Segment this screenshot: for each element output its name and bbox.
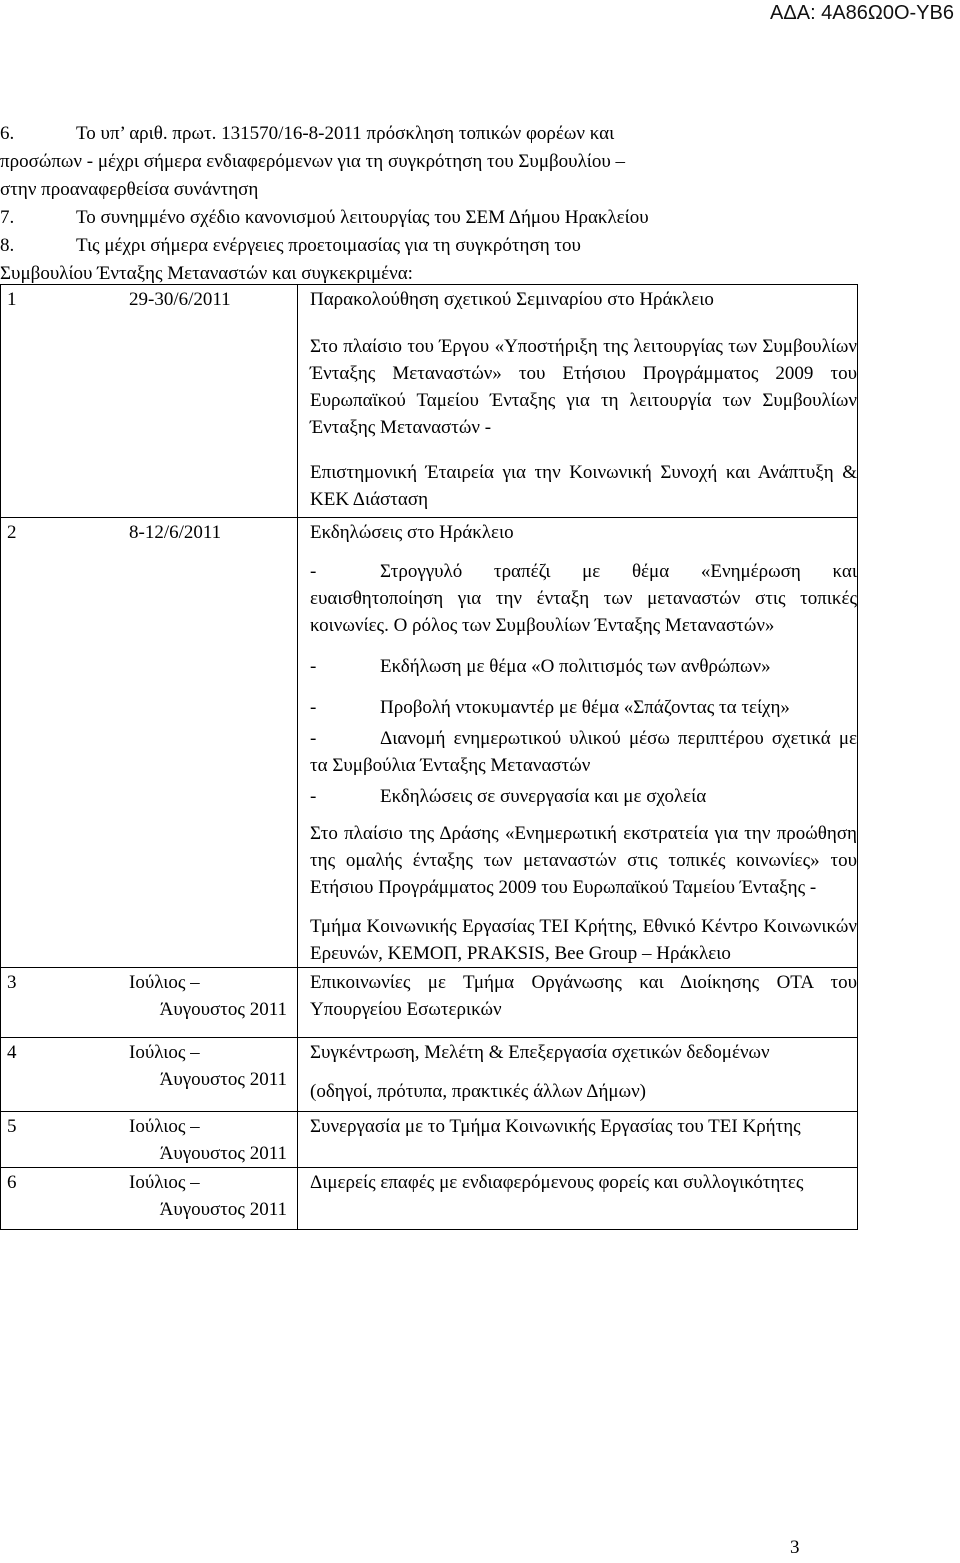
bullet-dash: - [310, 728, 317, 749]
list-item [310, 558, 857, 639]
item-number: 6. [0, 123, 15, 144]
bullet-text: Διανομή ενημερωτικού υλικού μέσω περιπτέρου σχετικά με τα Συμβούλια Ένταξης Μεταναστών [310, 728, 857, 776]
row-content-cell [298, 285, 858, 518]
bullet-text: Εκδηλώσεις σε συνεργασία και με σχολεία [380, 786, 707, 807]
row-number: 5 [7, 1116, 17, 1137]
row-number: 4 [7, 1042, 17, 1063]
item-number: 7. [0, 207, 15, 228]
row-text: Επικοινωνίες με Τμήμα Οργάνωσης και Διοίκησης ΟΤΑ του Υπουργείου Εσωτερικών [310, 972, 857, 1020]
intro-list [0, 120, 858, 288]
table-row [1, 518, 858, 968]
row-date-cell [129, 1038, 298, 1112]
row-content-cell [298, 1112, 858, 1168]
table-row [1, 968, 858, 1038]
intro-item-6-cont: στην προαναφερθείσα συνάντηση [0, 179, 259, 200]
row-date-cell [129, 285, 298, 518]
row-number: 3 [7, 972, 17, 993]
row-date-cell [129, 518, 298, 968]
row-text: Συνεργασία με το Τμήμα Κοινωνικής Εργασίας του ΤΕΙ Κρήτης [310, 1116, 801, 1137]
row-paragraph: Τμήμα Κοινωνικής Εργασίας ΤΕΙ Κρήτης, Εθνικό Κέντρο Κοινωνικών Ερευνών, ΚΕΜΟΠ, PRAKSIS, Bee Group – Ηράκλειο [310, 916, 857, 964]
bullet-text: Εκδήλωση με θέμα «Ο πολιτισμός των ανθρώπων» [380, 656, 771, 677]
item-text: Το υπ’ αριθ. πρωτ. 131570/16-8-2011 πρόσκληση τοπικών φορέων και [76, 123, 615, 144]
row-number: 1 [7, 289, 17, 310]
row-paragraph: Στο πλαίσιο της Δράσης «Ενημερωτική εκστρατεία για την προώθηση της ομαλής ένταξης των μεταναστών στις τοπικές κοινωνίες» του Ετήσιου Προγράμματος 2009 του Ευρωπαϊκού Ταμείου Ένταξης - [310, 823, 857, 898]
row-number: 2 [7, 522, 17, 543]
row-date: 8-12/6/2011 [129, 522, 222, 543]
row-date-start: Ιούλιος – [129, 1116, 200, 1137]
row-paragraph: Στο πλαίσιο του Έργου «Υποστήριξη της λειτουργίας των Συμβουλίων Ένταξης Μεταναστών» του Ετήσιου Προγράμματος 2009 του Ευρωπαϊκού Ταμείου Ένταξης για τη λειτουργία των Συμβουλίων Ένταξης Μεταναστών - [310, 336, 857, 438]
bullet-text: Προβολή ντοκυμαντέρ με θέμα «Σπάζοντας τα τείχη» [380, 697, 790, 718]
row-date-end: Άυγουστος 2011 [159, 1199, 287, 1220]
intro-item-7 [0, 204, 858, 232]
row-date-start: Ιούλιος – [129, 1172, 200, 1193]
row-text: (οδηγοί, πρότυπα, πρακτικές άλλων Δήμων) [310, 1081, 647, 1102]
row-title: Παρακολούθηση σχετικού Σεμιναρίου στο Ηράκλειο [310, 289, 714, 310]
table-row [1, 1112, 858, 1168]
item-text: Το συνημμένο σχέδιο κανονισμού λειτουργίας του ΣΕΜ Δήμου Ηρακλείου [76, 207, 649, 228]
row-text: Διμερείς επαφές με ενδιαφερόμενους φορείς και συλλογικότητες [310, 1172, 804, 1193]
ada-code: ΑΔΑ: 4Α86Ω0Ο-ΥΒ6 [770, 2, 954, 24]
list-item [310, 725, 857, 779]
row-date-cell [129, 968, 298, 1038]
page-number: 3 [790, 1537, 800, 1558]
bullet-text: Στρογγυλό τραπέζι με θέμα «Ενημέρωση και ευαισθητοποίηση για την ένταξη των μεταναστών στις τοπικές κοινωνίες. Ο ρόλος των Συμβουλίων Ένταξης Μεταναστών» [310, 561, 857, 636]
row-content-cell [298, 1038, 858, 1112]
row-date-end: Άυγουστος 2011 [159, 1143, 287, 1164]
item-text: Τις μέχρι σήμερα ενέργειες προετοιμασίας για τη συγκρότηση του [76, 235, 581, 256]
row-content-cell [298, 968, 858, 1038]
row-text: Συγκέντρωση, Μελέτη & Επεξεργασία σχετικών δεδομένων [310, 1042, 770, 1063]
row-date-end: Άυγουστος 2011 [159, 1069, 287, 1090]
bullet-dash: - [310, 697, 317, 718]
bullet-dash: - [310, 656, 317, 677]
row-date-start: Ιούλιος – [129, 1042, 200, 1063]
activities-table [0, 284, 858, 1230]
bullet-dash: - [310, 561, 317, 582]
row-number-cell [1, 1112, 130, 1168]
list-item [310, 653, 857, 680]
row-date-cell [129, 1168, 298, 1230]
row-paragraph: Επιστημονική Έταιρεία για την Κοινωνική Συνοχή και Ανάπτυξη & ΚΕΚ Διάσταση [310, 462, 857, 510]
row-content-cell [298, 518, 858, 968]
row-title: Εκδηλώσεις στο Ηράκλειο [310, 522, 514, 543]
intro-item-8 [0, 232, 858, 260]
list-item [310, 783, 857, 810]
list-item [310, 694, 857, 721]
intro-item-6 [0, 120, 858, 148]
row-content-cell [298, 1168, 858, 1230]
intro-item-8-cont: Συμβουλίου Ένταξης Μεταναστών και συγκεκριμένα: [0, 263, 413, 284]
table-row [1, 1168, 858, 1230]
row-date-cell [129, 1112, 298, 1168]
row-number: 6 [7, 1172, 17, 1193]
row-number-cell [1, 518, 130, 968]
bullet-dash: - [310, 786, 317, 807]
table-row [1, 1038, 858, 1112]
row-date: 29-30/6/2011 [129, 289, 231, 310]
row-number-cell [1, 968, 130, 1038]
table-row [1, 285, 858, 518]
row-number-cell [1, 285, 130, 518]
row-date-start: Ιούλιος – [129, 972, 200, 993]
row-number-cell [1, 1168, 130, 1230]
row-date-end: Άυγουστος 2011 [159, 999, 287, 1020]
intro-item-6-cont: προσώπων - μέχρι σήμερα ενδιαφερόμενων για τη συγκρότηση του Συμβουλίου – [0, 151, 626, 172]
item-number: 8. [0, 235, 15, 256]
row-number-cell [1, 1038, 130, 1112]
